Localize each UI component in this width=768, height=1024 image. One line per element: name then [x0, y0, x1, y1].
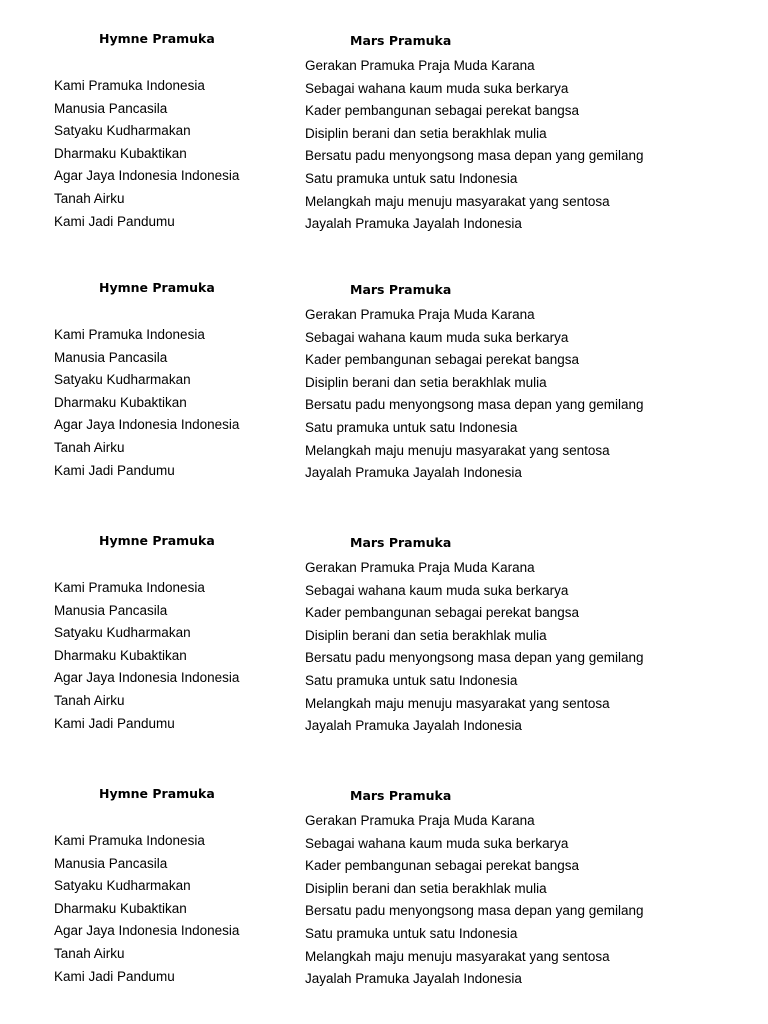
mars-line: Jayalah Pramuka Jayalah Indonesia [305, 971, 522, 987]
mars-title: Mars Pramuka [350, 33, 452, 48]
hymne-line: Kami Pramuka Indonesia [54, 580, 205, 595]
hymne-line: Tanah Airku [54, 190, 125, 206]
mars-line: Gerakan Pramuka Praja Muda Karana [305, 813, 535, 828]
lyrics-block [0, 280, 768, 510]
mars-line: Sebagai wahana kaum muda suka berkarya [305, 582, 569, 598]
mars-line: Gerakan Pramuka Praja Muda Karana [305, 58, 535, 73]
hymne-line: Satyaku Kudharmakan [54, 123, 191, 139]
mars-line: Bersatu padu menyongsong masa depan yang gemilang [305, 148, 644, 164]
mars-lyrics [305, 557, 643, 738]
hymne-line: Kami Jadi Pandumu [54, 213, 175, 229]
mars-line: Satu pramuka untuk satu Indonesia [305, 419, 518, 435]
mars-line: Satu pramuka untuk satu Indonesia [305, 925, 518, 941]
mars-line: Kader pembangunan sebagai perekat bangsa [305, 605, 579, 621]
lyrics-block [0, 533, 768, 763]
hymne-line: Dharmaku Kubaktikan [54, 394, 187, 410]
hymne-title: Hymne Pramuka [99, 786, 215, 801]
mars-line: Jayalah Pramuka Jayalah Indonesia [305, 465, 522, 481]
hymne-line: Manusia Pancasila [54, 855, 168, 871]
mars-line: Gerakan Pramuka Praja Muda Karana [305, 560, 535, 575]
hymne-title: Hymne Pramuka [99, 31, 215, 46]
hymne-line: Manusia Pancasila [54, 349, 168, 365]
hymne-line: Satyaku Kudharmakan [54, 625, 191, 641]
mars-line: Disiplin berani dan setia berakhlak mulia [305, 374, 547, 390]
mars-line: Disiplin berani dan setia berakhlak mulia [305, 125, 547, 141]
hymne-line: Tanah Airku [54, 439, 125, 455]
hymne-line: Dharmaku Kubaktikan [54, 145, 187, 161]
hymne-lyrics [54, 324, 239, 482]
mars-title: Mars Pramuka [350, 788, 452, 803]
hymne-line: Kami Pramuka Indonesia [54, 78, 205, 93]
hymne-line: Agar Jaya Indonesia Indonesia [54, 417, 240, 433]
mars-line: Jayalah Pramuka Jayalah Indonesia [305, 718, 522, 734]
hymne-line: Tanah Airku [54, 692, 125, 708]
hymne-line: Satyaku Kudharmakan [54, 878, 191, 894]
mars-line: Kader pembangunan sebagai perekat bangsa [305, 858, 579, 874]
mars-lyrics [305, 55, 643, 236]
mars-line: Kader pembangunan sebagai perekat bangsa [305, 103, 579, 119]
mars-line: Sebagai wahana kaum muda suka berkarya [305, 329, 569, 345]
hymne-title: Hymne Pramuka [99, 533, 215, 548]
hymne-line: Tanah Airku [54, 945, 125, 961]
hymne-line: Agar Jaya Indonesia Indonesia [54, 670, 240, 686]
mars-line: Bersatu padu menyongsong masa depan yang gemilang [305, 397, 644, 413]
mars-line: Sebagai wahana kaum muda suka berkarya [305, 835, 569, 851]
mars-lyrics [305, 304, 643, 485]
hymne-line: Kami Jadi Pandumu [54, 968, 175, 984]
mars-line: Melangkah maju menuju masyarakat yang sentosa [305, 193, 610, 209]
hymne-line: Manusia Pancasila [54, 100, 168, 116]
hymne-line: Kami Pramuka Indonesia [54, 833, 205, 848]
mars-line: Disiplin berani dan setia berakhlak mulia [305, 627, 547, 643]
hymne-lyrics [54, 577, 239, 735]
mars-line: Bersatu padu menyongsong masa depan yang gemilang [305, 650, 644, 666]
mars-line: Melangkah maju menuju masyarakat yang sentosa [305, 442, 610, 458]
mars-line: Satu pramuka untuk satu Indonesia [305, 672, 518, 688]
mars-line: Melangkah maju menuju masyarakat yang sentosa [305, 948, 610, 964]
mars-line: Gerakan Pramuka Praja Muda Karana [305, 307, 535, 322]
hymne-line: Dharmaku Kubaktikan [54, 900, 187, 916]
lyrics-block [0, 786, 768, 1016]
mars-line: Jayalah Pramuka Jayalah Indonesia [305, 216, 522, 232]
hymne-line: Manusia Pancasila [54, 602, 168, 618]
hymne-line: Agar Jaya Indonesia Indonesia [54, 923, 240, 939]
mars-title: Mars Pramuka [350, 535, 452, 550]
hymne-line: Kami Pramuka Indonesia [54, 327, 205, 342]
mars-line: Satu pramuka untuk satu Indonesia [305, 170, 518, 186]
mars-line: Disiplin berani dan setia berakhlak mulia [305, 880, 547, 896]
mars-line: Kader pembangunan sebagai perekat bangsa [305, 352, 579, 368]
lyrics-block [0, 31, 768, 261]
mars-title: Mars Pramuka [350, 282, 452, 297]
hymne-line: Satyaku Kudharmakan [54, 372, 191, 388]
hymne-line: Kami Jadi Pandumu [54, 462, 175, 478]
mars-lyrics [305, 810, 643, 991]
hymne-line: Agar Jaya Indonesia Indonesia [54, 168, 240, 184]
mars-line: Melangkah maju menuju masyarakat yang sentosa [305, 695, 610, 711]
hymne-title: Hymne Pramuka [99, 280, 215, 295]
hymne-lyrics [54, 830, 239, 988]
hymne-line: Dharmaku Kubaktikan [54, 647, 187, 663]
mars-line: Bersatu padu menyongsong masa depan yang gemilang [305, 903, 644, 919]
hymne-line: Kami Jadi Pandumu [54, 715, 175, 731]
hymne-lyrics [54, 75, 239, 233]
mars-line: Sebagai wahana kaum muda suka berkarya [305, 80, 569, 96]
